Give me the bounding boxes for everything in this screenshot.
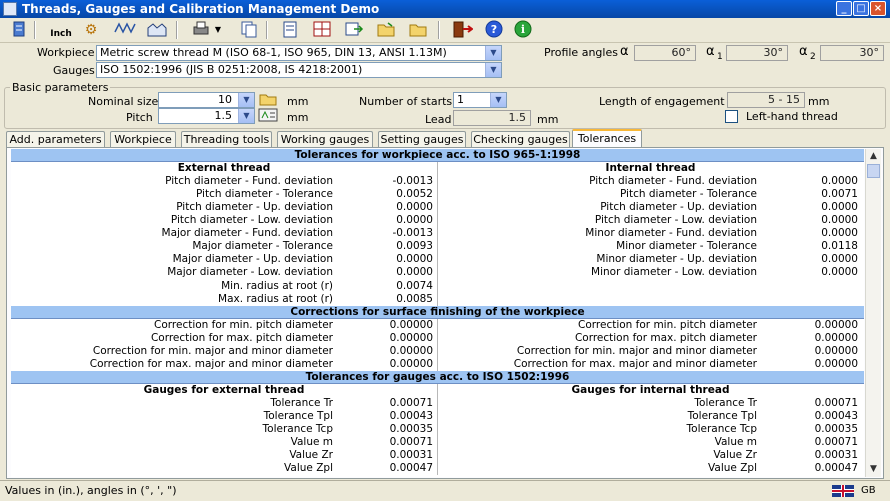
lead-label: Lead [425, 113, 452, 126]
uk-flag-icon [832, 485, 854, 497]
row-label-left: Correction for min. pitch diameter [154, 318, 333, 331]
row-label-right: Tolerance Tcp [686, 423, 757, 436]
factory-icon[interactable] [146, 20, 168, 40]
row-label-right: Minor diameter - Fund. deviation [585, 227, 757, 240]
status-bar [0, 480, 890, 501]
folder-icon[interactable] [407, 20, 429, 40]
row-value-left: 0.00000 [389, 357, 433, 370]
row-value-right: 0.00000 [814, 344, 858, 357]
export-icon[interactable] [343, 20, 365, 40]
row-label-left: Correction for max. pitch diameter [150, 331, 333, 344]
row-value-left: 0.0074 [396, 279, 433, 292]
row-label-left: Tolerance Tcp [262, 423, 333, 436]
row-value-right: 0.0000 [821, 175, 858, 188]
section-header-gauges: Tolerances for gauges acc. to ISO 1502:1996 [11, 371, 864, 384]
row-label-right: Correction for max. major and minor diameter [513, 357, 757, 370]
row-label-left: Pitch diameter - Fund. deviation [165, 175, 333, 188]
scroll-down-icon[interactable]: ▼ [870, 464, 877, 474]
row-label-left: Tolerance Tpl [263, 410, 333, 422]
row-value-left: 0.0000 [396, 214, 433, 227]
section-header-workpiece: Tolerances for workpiece acc. to ISO 965-1:1998 [11, 149, 864, 162]
row-value-right: 0.0000 [821, 227, 858, 240]
maximize-button[interactable]: □ [853, 1, 869, 16]
row-label-right: Minor diameter - Up. deviation [596, 253, 757, 266]
folder-open-icon[interactable] [257, 91, 279, 107]
alpha-symbol: α [620, 44, 629, 59]
workpiece-value: Metric screw thread M (ISO 68-1, ISO 965, DIN 13, ANSI 1.13M) [100, 46, 447, 59]
row-value-right: 0.00000 [814, 318, 858, 331]
row-value-left: 0.00071 [389, 436, 433, 449]
row-value-right: 0.0118 [821, 240, 858, 253]
left-hand-thread-label: Left-hand thread [746, 110, 838, 123]
engagement-unit: mm [808, 95, 830, 108]
row-label-left: Major diameter - Fund. deviation [161, 227, 333, 240]
calculator-icon[interactable] [257, 107, 279, 123]
column-divider [437, 384, 438, 475]
chevron-down-icon[interactable]: ▼ [485, 63, 501, 77]
row-value-left: 0.00000 [389, 331, 433, 344]
row-value-right: 0.00000 [814, 331, 858, 344]
row-label-left: Value m [290, 436, 333, 449]
chevron-down-icon[interactable]: ▼ [485, 46, 501, 60]
number-of-starts-value: 1 [457, 93, 464, 106]
svg-text:i: i [520, 23, 526, 36]
row-label-right: Minor diameter - Tolerance [616, 240, 757, 253]
number-of-starts-select[interactable] [453, 92, 507, 108]
row-label-right: Pitch diameter - Fund. deviation [589, 175, 757, 188]
row-value-right: 0.00000 [814, 357, 858, 370]
row-value-right: 0.00071 [814, 396, 858, 409]
row-value-right: 0.0071 [821, 188, 858, 201]
row-label-right: Correction for min. major and minor diameter [516, 344, 757, 357]
row-value-left: 0.00031 [389, 449, 433, 462]
lead-value: 1.5 [453, 110, 531, 126]
lead-unit: mm [537, 113, 559, 126]
row-value-right: 0.00047 [814, 462, 858, 475]
alpha2-symbol: α [799, 44, 808, 59]
chevron-down-icon[interactable]: ▼ [490, 93, 506, 107]
number-of-starts-label: Number of starts [359, 95, 453, 108]
row-value-right: 0.00035 [814, 423, 858, 436]
pitch-label: Pitch [126, 111, 153, 124]
row-label-right: Correction for min. pitch diameter [578, 318, 757, 331]
tab-checking-gauges[interactable]: Checking gauges [471, 131, 570, 148]
row-label-right: Value Zpl [708, 462, 757, 475]
row-label-left: Major diameter - Low. deviation [167, 266, 333, 279]
profile-angles-label: Profile angles [544, 46, 618, 59]
row-value-left: 0.0093 [396, 240, 433, 253]
grid-icon[interactable] [311, 20, 333, 40]
row-label-left: Value Zr [289, 449, 333, 462]
row-label-left: Value Zpl [284, 462, 333, 475]
info-icon[interactable] [512, 20, 534, 40]
alpha1-value: 30° [726, 45, 788, 61]
row-label-right: Correction for max. pitch diameter [574, 331, 757, 344]
exit-icon[interactable] [451, 20, 473, 40]
row-value-left: 0.00000 [389, 344, 433, 357]
row-value-left: 0.00047 [389, 462, 433, 475]
internal-thread-header: Internal thread [437, 162, 864, 175]
section-header-corrections: Corrections for surface finishing of the workpiece [11, 306, 864, 319]
row-label-left: Pitch diameter - Low. deviation [170, 214, 333, 227]
row-label-right: Pitch diameter - Up. deviation [600, 201, 757, 214]
row-value-left: 0.0052 [396, 188, 433, 201]
nominal-size-label: Nominal size [88, 95, 159, 108]
row-label-left: Max. radius at root (r) [218, 292, 333, 305]
row-value-left: 0.0000 [396, 201, 433, 214]
row-label-left: Pitch diameter - Up. deviation [176, 201, 333, 214]
svg-text:?: ? [490, 23, 498, 36]
row-label-left: Correction for max. major and minor diameter [89, 357, 333, 370]
row-value-left: 0.00035 [389, 423, 433, 436]
tab-threading-tools[interactable]: Threading tools [181, 131, 272, 148]
row-value-right: 0.0000 [821, 201, 858, 214]
row-value-right: 0.0000 [821, 253, 858, 266]
gear-icon[interactable]: ⚙ [84, 22, 98, 38]
pitch-select[interactable] [158, 108, 255, 124]
row-value-left: -0.0013 [392, 175, 433, 188]
row-value-right: 0.0000 [821, 214, 858, 227]
checklist-icon[interactable] [279, 20, 301, 40]
column-divider [437, 319, 438, 371]
tolerances-table [11, 149, 864, 477]
row-label-right: Tolerance Tpl [687, 410, 757, 422]
length-of-engagement-label: Length of engagement [599, 95, 725, 108]
gauges-value: ISO 1502:1996 (JIS B 0251:2008, IS 4218:2001) [100, 63, 363, 76]
row-label-left: Correction for min. major and minor diameter [92, 344, 333, 357]
row-label-left: Tolerance Tr [270, 396, 333, 409]
help-icon[interactable] [483, 20, 505, 40]
pitch-unit: mm [287, 111, 309, 124]
row-value-left: 0.00071 [389, 396, 433, 409]
nominal-size-select[interactable] [158, 92, 255, 108]
row-value-right: 0.00043 [814, 410, 858, 422]
units-status: Values in (in.), angles in (°, ', ") [5, 484, 177, 497]
nominal-unit: mm [287, 95, 309, 108]
row-label-right: Value Zr [713, 449, 757, 462]
alpha1-symbol: α [706, 44, 715, 59]
basic-parameters-title: Basic parameters [12, 81, 109, 94]
row-value-left: 0.00043 [389, 410, 433, 422]
row-label-right: Value m [714, 436, 757, 449]
gauges-external-header: Gauges for external thread [11, 384, 437, 397]
inch-label: Inch [50, 29, 72, 39]
toolbar [0, 18, 890, 43]
scroll-up-icon[interactable]: ▲ [870, 151, 877, 161]
row-label-left: Major diameter - Tolerance [192, 240, 333, 253]
tab-tolerances[interactable]: Tolerances [572, 129, 642, 148]
length-of-engagement-value: 5 - 15 [727, 92, 805, 108]
close-button[interactable]: × [870, 1, 886, 16]
copy-icon[interactable] [238, 20, 260, 40]
alpha1-subscript: 1 [717, 52, 723, 62]
row-label-right: Tolerance Tr [694, 396, 757, 409]
row-value-left: 0.00000 [389, 318, 433, 331]
pitch-value: 1.5 [214, 109, 232, 122]
nominal-size-value: 10 [218, 93, 232, 106]
row-label-right: Minor diameter - Low. deviation [591, 266, 757, 279]
folder-open-icon[interactable] [375, 20, 397, 40]
row-value-left: 0.0000 [396, 266, 433, 279]
tab-working-gauges[interactable]: Working gauges [277, 131, 373, 148]
row-value-left: 0.0085 [396, 292, 433, 305]
vertical-scrollbar[interactable] [865, 149, 881, 477]
row-value-right: 0.00031 [814, 449, 858, 462]
row-label-right: Pitch diameter - Low. deviation [594, 214, 757, 227]
gauges-label: Gauges [53, 64, 95, 77]
left-hand-thread-checkbox[interactable] [725, 110, 738, 123]
tab-setting-gauges[interactable]: Setting gauges [378, 131, 466, 148]
chevron-down-icon[interactable]: ▼ [238, 93, 254, 107]
workpiece-select[interactable] [96, 45, 502, 61]
row-value-right: 0.0000 [821, 266, 858, 279]
minimize-button[interactable]: _ [836, 1, 852, 16]
alpha2-subscript: 2 [810, 52, 816, 62]
dropdown-icon[interactable]: ▼ [214, 25, 222, 34]
inch-icon[interactable] [47, 20, 75, 40]
app-icon [3, 2, 17, 16]
external-thread-header: External thread [11, 162, 437, 175]
row-label-right: Pitch diameter - Tolerance [619, 188, 757, 201]
row-label-left: Pitch diameter - Tolerance [195, 188, 333, 201]
scroll-thumb[interactable] [867, 164, 880, 178]
row-value-left: 0.0000 [396, 253, 433, 266]
tab-add-parameters[interactable]: Add. parameters [6, 131, 105, 148]
title-bar [0, 0, 890, 18]
printer-icon[interactable] [190, 20, 212, 40]
wave-icon[interactable] [114, 20, 136, 40]
row-value-right: 0.00071 [814, 436, 858, 449]
gauges-select[interactable] [96, 62, 502, 78]
language-status: GB [861, 485, 876, 496]
window-title: Threads, Gauges and Calibration Management Demo [22, 2, 380, 16]
chevron-down-icon[interactable]: ▼ [238, 109, 254, 123]
database-icon[interactable] [8, 20, 30, 40]
workpiece-label: Workpiece [37, 46, 95, 59]
column-divider [437, 162, 438, 306]
tolerances-panel [6, 147, 884, 479]
gauges-internal-header: Gauges for internal thread [437, 384, 864, 397]
alpha-value: 60° [634, 45, 696, 61]
tab-workpiece[interactable]: Workpiece [110, 131, 176, 148]
alpha2-value: 30° [820, 45, 884, 61]
row-label-left: Major diameter - Up. deviation [172, 253, 333, 266]
row-label-left: Min. radius at root (r) [221, 279, 333, 292]
row-value-left: -0.0013 [392, 227, 433, 240]
